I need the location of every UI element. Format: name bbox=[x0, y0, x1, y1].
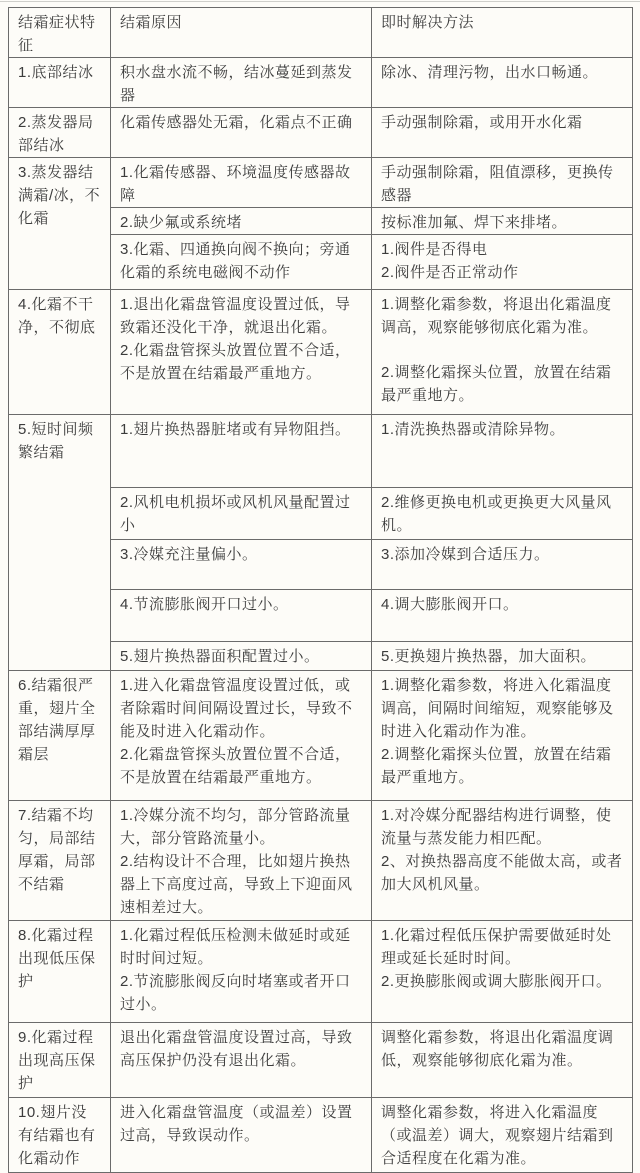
solution-cell: 1.调整化霜参数，将退出化霜温度调高，观察能够彻底化霜为准。 2.调整化霜探头位置，放置在结霜最严重地方。 bbox=[372, 290, 633, 415]
table-row bbox=[9, 801, 633, 921]
solution-cell: 3.添加冷媒到合适压力。 bbox=[372, 540, 633, 590]
cause-cell: 4.节流膨胀阀开口过小。 bbox=[111, 590, 372, 642]
table-row bbox=[9, 290, 633, 415]
cause-cell: 化霜传感器处无霜，化霜点不正确 bbox=[111, 108, 372, 158]
cause-cell: 1.化霜过程低压检测未做延时或延时时间过短。 2.节流膨胀阀反向时堵塞或者开口过小。 bbox=[111, 921, 372, 1023]
table-row bbox=[9, 58, 633, 108]
symptom-cell: 7.结霜不均匀，局部结厚霜，局部不结霜 bbox=[9, 801, 111, 921]
cause-cell: 积水盘水流不畅，结冰蔓延到蒸发器 bbox=[111, 58, 372, 108]
header-solution: 即时解决方法 bbox=[372, 8, 633, 58]
header-symptom: 结霜症状特征 bbox=[9, 8, 111, 58]
cause-cell: 1.退出化霜盘管温度设置过低，导致霜还没化干净，就退出化霜。 2.化霜盘管探头放置位置不合适，不是放置在结霜最严重地方。 bbox=[111, 290, 372, 415]
symptom-cell: 6.结霜很严重，翅片全部结满厚厚霜层 bbox=[9, 671, 111, 801]
solution-cell: 手动强制除霜，或用开水化霜 bbox=[372, 108, 633, 158]
symptom-cell: 8.化霜过程出现低压保护 bbox=[9, 921, 111, 1023]
table-row bbox=[9, 1023, 633, 1098]
table-row bbox=[9, 108, 633, 158]
solution-cell: 1.化霜过程低压保护需要做延时处理或延长延时时间。 2.更换膨胀阀或调大膨胀阀开口。 bbox=[372, 921, 633, 1023]
table-header-row bbox=[9, 8, 633, 58]
solution-cell: 1.调整化霜参数，将进入化霜温度调高，间隔时间缩短，观察能够及时进入化霜动作为准。 2.调整化霜探头位置，放置在结霜最严重地方。 bbox=[372, 671, 633, 801]
cause-cell: 1.化霜传感器、环境温度传感器故障 bbox=[111, 158, 372, 208]
table-row bbox=[9, 158, 633, 208]
symptom-cell: 3.蒸发器结满霜/冰，不化霜 bbox=[9, 158, 111, 290]
symptom-cell: 1.底部结冰 bbox=[9, 58, 111, 108]
symptom-cell: 5.短时间频繁结霜 bbox=[9, 415, 111, 671]
solution-cell: 按标准加氟、焊下来排堵。 bbox=[372, 208, 633, 235]
page-top-crop-line bbox=[0, 1, 640, 2]
symptom-cell: 4.化霜不干净，不彻底 bbox=[9, 290, 111, 415]
cause-cell: 1.冷媒分流不均匀，部分管路流量大，部分管路流量小。 2.结构设计不合理，比如翅片换热器上下高度过高，导致上下迎面风速相差过大。 bbox=[111, 801, 372, 921]
solution-cell: 1.对冷媒分配器结构进行调整，使流量与蒸发能力相匹配。 2、对换热器高度不能做太高，或者加大风机风量。 bbox=[372, 801, 633, 921]
solution-cell: 调整化霜参数，将进入化霜温度（或温差）调大，观察翅片结霜到合适程度在化霜为准。 bbox=[372, 1098, 633, 1173]
table-row bbox=[9, 671, 633, 801]
frost-troubleshooting-table bbox=[8, 7, 633, 1173]
cause-cell: 2.风机电机损坏或风机风量配置过小 bbox=[111, 488, 372, 540]
cause-cell: 退出化霜盘管温度设置过高，导致高压保护仍没有退出化霜。 bbox=[111, 1023, 372, 1098]
cause-cell: 1.进入化霜盘管温度设置过低，或者除霜时间间隔设置过长，导致不能及时进入化霜动作。 2.化霜盘管探头放置位置不合适，不是放置在结霜最严重地方。 bbox=[111, 671, 372, 801]
solution-cell: 手动强制除霜，阻值漂移，更换传感器 bbox=[372, 158, 633, 208]
solution-cell: 5.更换翅片换热器，加大面积。 bbox=[372, 642, 633, 671]
cause-cell: 5.翅片换热器面积配置过小。 bbox=[111, 642, 372, 671]
table-row bbox=[9, 415, 633, 488]
solution-cell: 调整化霜参数，将退出化霜温度调低，观察能够彻底化霜为准。 bbox=[372, 1023, 633, 1098]
symptom-cell: 2.蒸发器局部结冰 bbox=[9, 108, 111, 158]
cause-cell: 3.冷媒充注量偏小。 bbox=[111, 540, 372, 590]
solution-cell: 1.清洗换热器或清除异物。 bbox=[372, 415, 633, 488]
cause-cell: 进入化霜盘管温度（或温差）设置过高，导致误动作。 bbox=[111, 1098, 372, 1173]
symptom-cell: 10.翅片没有结霜也有化霜动作 bbox=[9, 1098, 111, 1173]
header-cause: 结霜原因 bbox=[111, 8, 372, 58]
solution-cell: 除冰、清理污物，出水口畅通。 bbox=[372, 58, 633, 108]
table-row bbox=[9, 921, 633, 1023]
cause-cell: 2.缺少氟或系统堵 bbox=[111, 208, 372, 235]
cause-cell: 1.翅片换热器脏堵或有异物阻挡。 bbox=[111, 415, 372, 488]
symptom-cell: 9.化霜过程出现高压保护 bbox=[9, 1023, 111, 1098]
cause-cell: 3.化霜、四通换向阀不换向；旁通化霜的系统电磁阀不动作 bbox=[111, 235, 372, 290]
solution-cell: 4.调大膨胀阀开口。 bbox=[372, 590, 633, 642]
solution-cell: 1.阀件是否得电 2.阀件是否正常动作 bbox=[372, 235, 633, 290]
solution-cell: 2.维修更换电机或更换更大风量风机。 bbox=[372, 488, 633, 540]
table-row bbox=[9, 1098, 633, 1173]
